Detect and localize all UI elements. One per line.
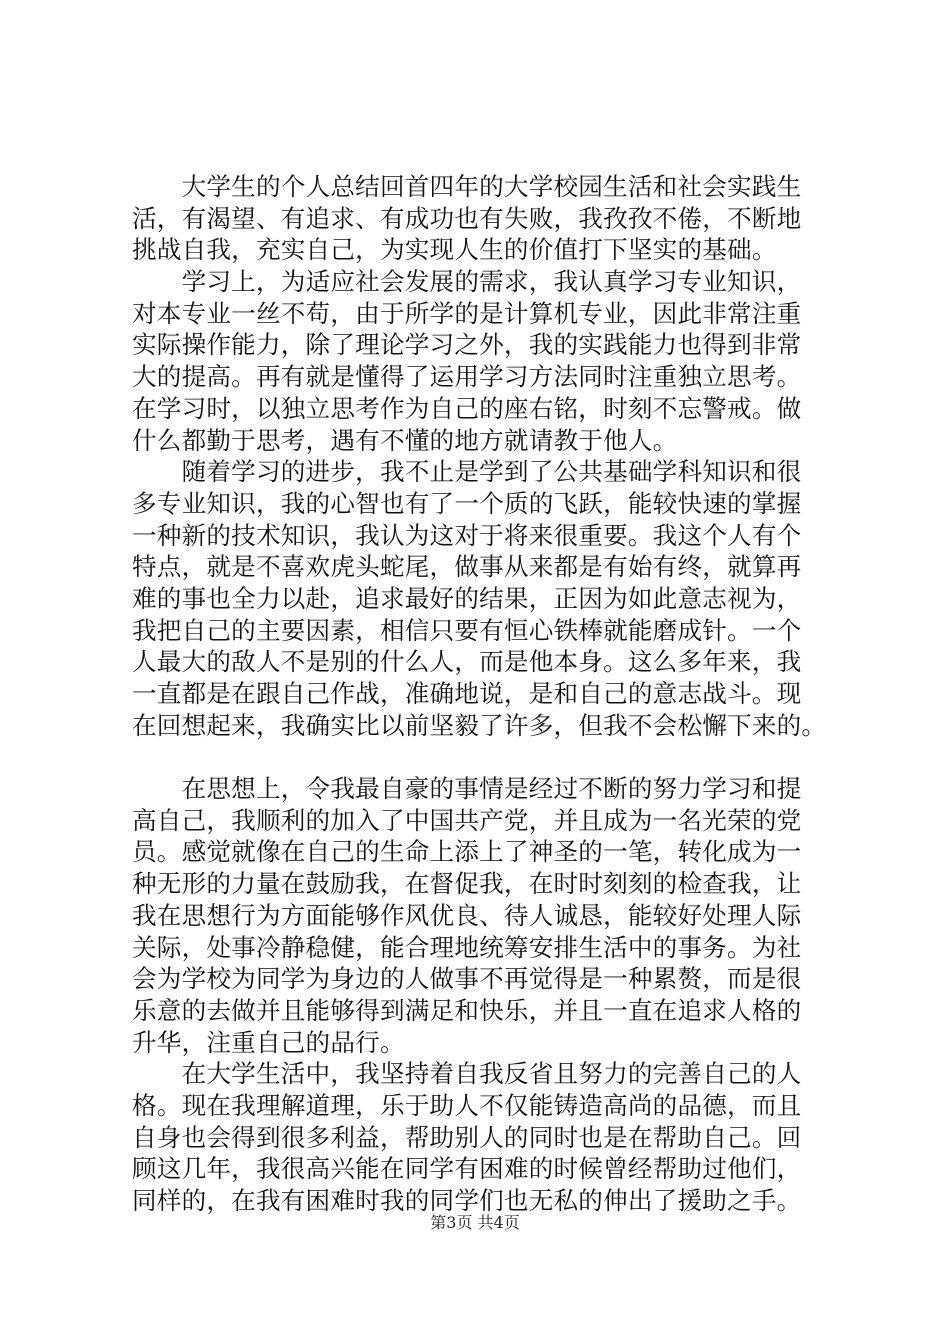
text-line: 在回想起来，我确实比以前坚毅了许多，但我不会松懈下来的。 [132,710,827,740]
text-line: 多专业知识，我的心智也有了一个质的飞跃，能较快速的掌握 [132,488,802,518]
text-line: 在大学生活中，我坚持着自我反省且努力的完善自己的人 [132,1059,802,1089]
text-line: 实际操作能力，除了理论学习之外，我的实践能力也得到非常 [132,330,802,360]
text-line: 会为学校为同学为身边的人做事不再觉得是一种累赘，而是很 [132,964,802,994]
text-line: 活，有渴望、有追求、有成功也有失败，我孜孜不倦，不断地 [132,203,802,233]
text-line: 升华，注重自己的品行。 [132,1027,405,1057]
text-line: 员。感觉就像在自己的生命上添上了神圣的一笔，转化成为一 [132,837,802,867]
text-line: 挑战自我，充实自己，为实现人生的价值打下坚实的基础。 [132,235,777,265]
text-line: 种无形的力量在鼓励我，在督促我，在时时刻刻的检查我，让 [132,869,802,899]
text-line: 我把自己的主要因素，相信只要有恒心铁棒就能磨成针。一个 [132,615,802,645]
text-line: 我在思想行为方面能够作风优良、待人诚恳，能较好处理人际 [132,900,802,930]
document-body [132,171,832,1217]
text-line: 什么都勤于思考，遇有不懂的地方就请教于他人。 [132,425,678,455]
text-line: 在学习时，以独立思考作为自己的座右铭，时刻不忘警戒。做 [132,393,802,423]
text-line: 格。现在我理解道理，乐于助人不仅能铸造高尚的品德，而且 [132,1090,802,1120]
text-line: 一直都是在跟自己作战，准确地说，是和自己的意志战斗。现 [132,679,802,708]
text-line: 顾这几年，我很高兴能在同学有困难的时候曾经帮助过他们， [132,1154,802,1184]
text-line: 随着学习的进步，我不止是学到了公共基础学科知识和很 [132,457,802,487]
text-line: 在思想上，令我最自豪的事情是经过不断的努力学习和提 [132,774,802,804]
text-line: 对本专业一丝不苟，由于所学的是计算机专业，因此非常注重 [132,298,802,328]
text-line: 一种新的技术知识，我认为这对于将来很重要。我这个人有个 [132,520,802,550]
page-number-footer: 第3页 共4页 [430,1213,520,1232]
text-line: 高自己，我顺利的加入了中国共产党，并且成为一名光荣的党 [132,805,802,835]
blank-line [132,741,832,773]
text-line: 人最大的敌人不是别的什么人，而是他本身。这么多年来，我 [132,647,802,677]
text-line: 乐意的去做并且能够得到满足和快乐，并且一直在追求人格的 [132,995,802,1025]
text-line: 特点，就是不喜欢虎头蛇尾，做事从来都是有始有终，就算再 [132,552,802,582]
text-line: 大学生的个人总结回首四年的大学校园生活和社会实践生 [132,172,802,201]
text-line: 同样的，在我有困难时我的同学们也无私的伸出了援助之手。 [132,1186,802,1215]
text-line: 大的提高。再有就是懂得了运用学习方法同时注重独立思考。 [132,362,802,392]
text-line: 关际，处事冷静稳健，能合理地统筹安排生活中的事务。为社 [132,932,802,962]
text-line: 自身也会得到很多利益，帮助别人的同时也是在帮助自己。回 [132,1122,802,1152]
text-line: 学习上，为适应社会发展的需求，我认真学习专业知识， [132,267,802,297]
text-line: 难的事也全力以赴，追求最好的结果，正因为如此意志视为， [132,583,802,613]
